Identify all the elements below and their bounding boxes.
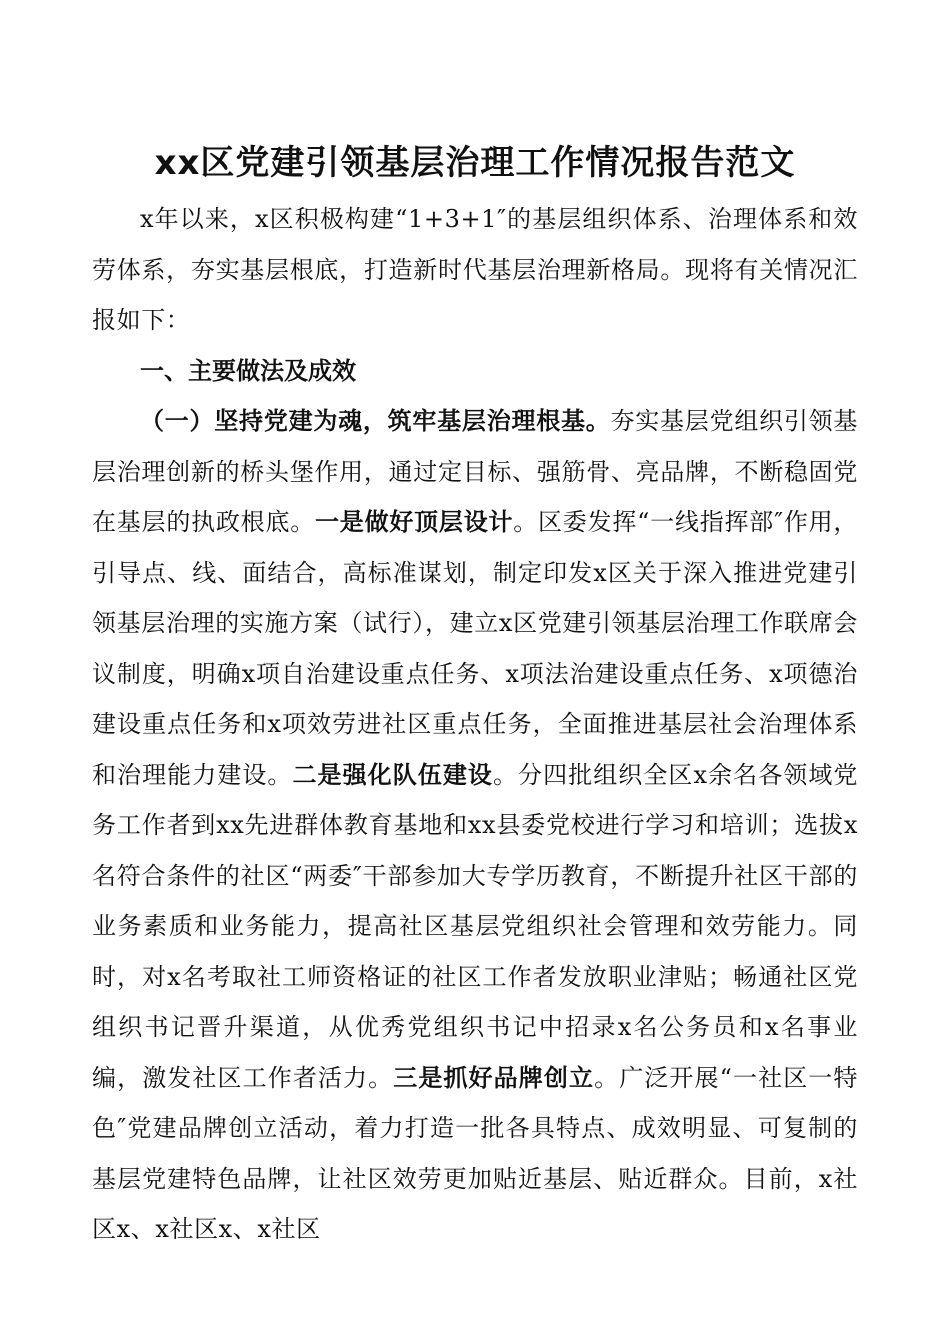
point-three-heading: 三是抓好品牌创立 <box>393 1063 595 1092</box>
paragraph-text: 。分四批组织全区x余名各领域党务工作者到xx先进群体教育基地和xx县委党校进行学习和培训；选拔x名符合条件的社区“两委″干部参加大专学历教育，不断提升社区干部的业务素质和业务能力，提高社区基层党组织社会管理和效劳能力。同时，对x名考取社工师资格证的社区工作者发放职业津贴；畅通社区党组织书记晋升渠道，从优秀党组织书记中招录x名公务员和x名事业编，激发社区工作者活力。 <box>92 760 858 1092</box>
paragraph-text: 。区委发挥“一线指挥部″作用，引导点、线、面结合，高标准谋划，制定印发x区关于深入推进党建引领基层治理的实施方案（试行），建立x区党建引领基层治理工作联席会议制度，明确x项自治建设重点任务、x项法治建设重点任务、x项德治建设重点任务和x项效劳进社区重点任务，全面推进基层社会治理体系和治理能力建设。 <box>92 508 858 789</box>
document-page <box>92 138 858 1255</box>
point-two-heading: 二是强化队伍建设 <box>292 760 493 789</box>
paragraph-text: 夯实基层党组织引领基层治理创新的桥头堡作用，通过定目标、强筋骨、亮品牌，不断稳固党在基层的执政根底。 <box>92 407 858 536</box>
section-heading: 一、主要做法及成效 <box>140 356 356 385</box>
document-title: xx区党建引领基层治理工作情况报告范文 <box>154 143 796 183</box>
intro-paragraph: x年以来，x区积极构建“1+3+1″的基层组织体系、治理体系和效劳体系，夯实基层根底，打造新时代基层治理新格局。现将有关情况汇报如下： <box>92 205 858 334</box>
paragraph-text: 。广泛开展“一社区一特色″党建品牌创立活动，着力打造一批各具特点、成效明显、可复制的基层党建特色品牌，让社区效劳更加贴近基层、贴近群众。目前，x社区x、x社区x、x社区 <box>92 1063 858 1243</box>
body-paragraph <box>92 396 858 1255</box>
point-one-heading: 一是做好顶层设计 <box>315 508 514 536</box>
paragraph-lead-heading: （一）坚持党建为魂，筑牢基层治理根基。 <box>140 407 611 435</box>
